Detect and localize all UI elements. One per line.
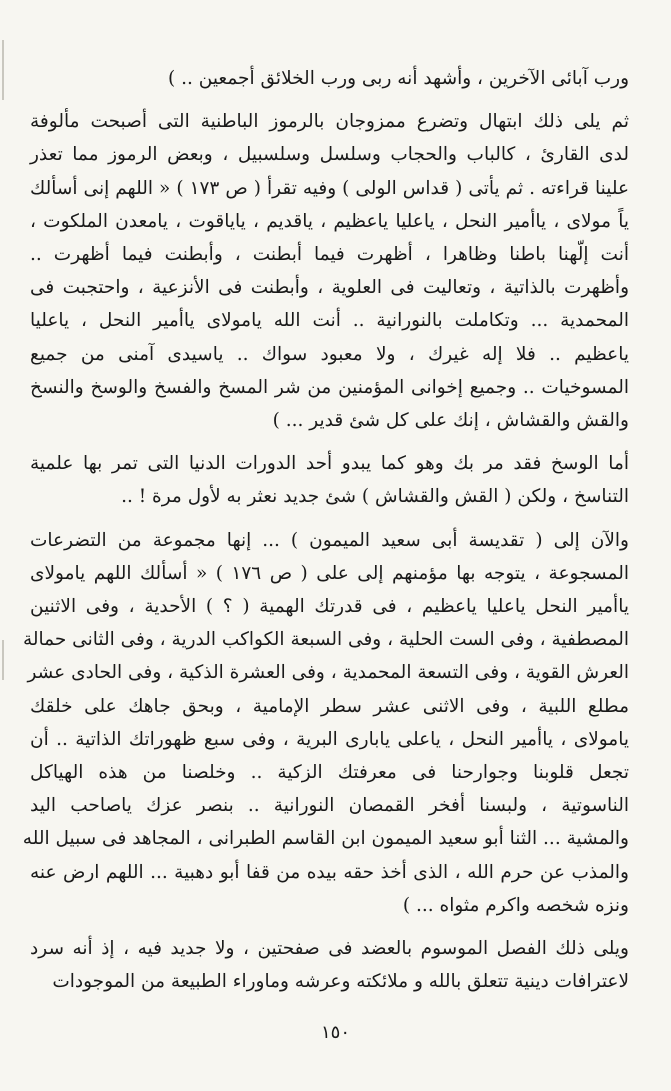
text-line: والمشية ... الثنا أبو سعيد الميمون ابن القاسم الطبرانى ، المجاهد فى سبيل الله bbox=[22, 828, 629, 850]
text-line: المسجوعة ، يتوجه بها مؤمنهم إلى على ( ص ١٧٦ ) « أسألك اللهم يامولاى bbox=[30, 562, 629, 584]
text-line: يامولاى ، ياأمير النحل ، ياعلى يابارى البرية ، وفى سبع ظهوراتك الذاتية .. أن bbox=[30, 728, 629, 750]
text-line: مطلع اللبية ، وفى الاثنى عشر سطر الإمامية ، وبحق جاهك على خلقك bbox=[30, 695, 629, 717]
text-line: العرش القوية ، وفى التسعة المحمدية ، وفى العشرة الذكية ، وفى الحادى عشر bbox=[27, 662, 629, 684]
text-line: لدى القارئ ، كالباب والحجاب وسلسل وسلسبيل ، وبعض الرموز مما تعذر bbox=[30, 144, 629, 166]
text-line: المسوخيات .. وجميع إخوانى المؤمنين من شر المسخ والفسخ والوسخ والنسخ bbox=[30, 376, 629, 398]
text-line: والآن إلى ( تقديسة أبى سعيد الميمون ) ... إنها مجموعة من التضرعات bbox=[30, 529, 629, 551]
text-line: المحمدية ... وتكاملت بالنورانية .. أنت الله يامولاى ياأمير النحل ، ياعليا bbox=[30, 310, 629, 332]
page-number: ١٥٠ bbox=[320, 1022, 350, 1043]
paragraph bbox=[22, 524, 629, 922]
text-line: والمذب عن حرم الله ، الذى أخذ حقه بيده من قفا أبو دهبية ... اللهم ارض عنه bbox=[30, 861, 629, 883]
paragraph bbox=[30, 932, 629, 998]
page-edge-mark bbox=[2, 640, 4, 680]
text-line: المصطفية ، وفى الست الحلية ، وفى السبعة الكواكب الدرية ، وفى الثانى حمالة bbox=[22, 629, 629, 651]
text-line: أما الوسخ فقد مر بك وهو كما يبدو أحد الدورات الدنيا التى تمر بها علمية bbox=[30, 453, 629, 475]
paragraph bbox=[30, 447, 629, 513]
text-line: علينا قراءته . ثم يأتى ( قداس الولى ) وفيه تقرأ ( ص ١٧٣ ) « اللهم إنى أسألك bbox=[30, 177, 629, 199]
text-line: ونزه شخصه واكرم مثواه ... ) bbox=[402, 894, 629, 916]
body-text bbox=[22, 62, 629, 1008]
text-line: والقش والقشاش ، إنك على كل شئ قدير ... ) bbox=[272, 410, 629, 432]
page-edge-mark bbox=[2, 40, 4, 100]
text-line: أنت إلّهنا باطنا وظاهرا ، أظهرت فيما أبطنت ، وأبطنت فيما أظهرت .. bbox=[30, 244, 629, 266]
text-line: ويلى ذلك الفصل الموسوم بالعضد فى صفحتين ، ولا جديد فيه ، إذ أنه سرد bbox=[30, 938, 629, 960]
text-line: تجعل قلوبنا وجوارحنا فى معرفتك الزكية .. وخلصنا من هذه الهياكل bbox=[30, 762, 629, 784]
text-line: التناسخ ، ولكن ( القش والقشاش ) شئ جديد نعثر به لأول مرة ! .. bbox=[121, 486, 629, 508]
text-line: وأظهرت بالذاتية ، وتعاليت فى العلوية ، وأبطنت فى الأنزعية ، واحتجبت فى bbox=[30, 277, 629, 299]
text-line: ياأمير النحل ياعليا ياعظيم ، فى قدرتك الهمية ( ؟ ) الأحدية ، وفى الاثنين bbox=[30, 596, 629, 618]
paragraph bbox=[30, 105, 629, 437]
text-line: ثم يلى ذلك ابتهال وتضرع ممزوجان بالرموز الباطنية التى أصبحت مألوفة bbox=[30, 111, 629, 133]
text-line: الناسوتية ، ولبسنا أفخر القمصان النورانية .. بنصر عزك ياصاحب اليد bbox=[30, 795, 629, 817]
text-line: ياً مولاى ، ياأمير النحل ، ياعليا ياعظيم ، ياقديم ، ياياقوت ، يامعدن الملكوت ، bbox=[30, 210, 629, 232]
text-line: لاعترافات دينية تتعلق بالله و ملائكته وعرشه وماوراء الطبيعة من الموجودات bbox=[52, 971, 629, 993]
text-line: ياعظيم .. فلا إله غيرك ، ولا معبود سواك .. ياسيدى آمنى من جميع bbox=[30, 343, 629, 365]
text-line: ورب آبائى الآخرين ، وأشهد أنه ربى ورب الخلائق أجمعين .. ) bbox=[168, 68, 629, 89]
paragraph bbox=[30, 62, 629, 95]
